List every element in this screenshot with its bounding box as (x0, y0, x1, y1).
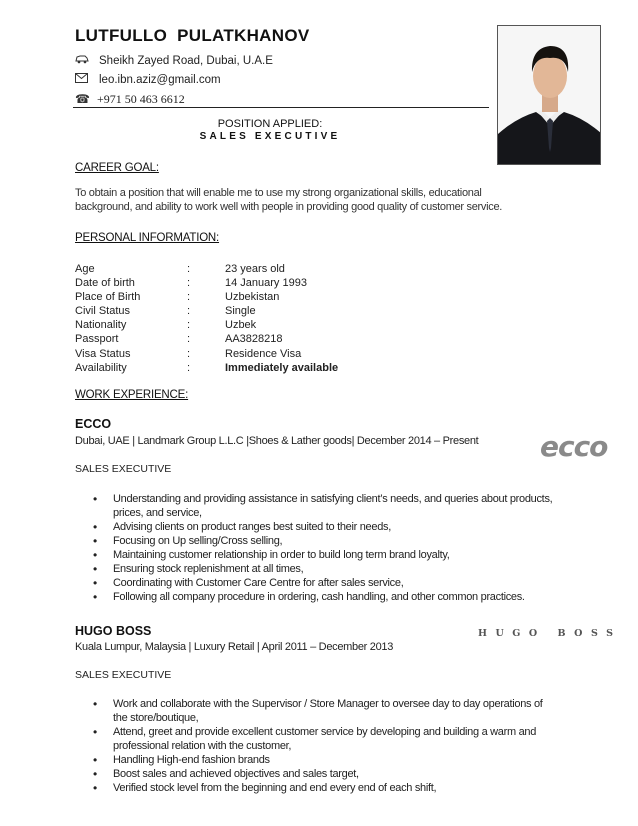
phone-text[interactable]: +971 50 463 6612 (97, 92, 185, 106)
position-label: POSITION APPLIED: (217, 118, 323, 130)
job-role: SALES EXECUTIVE (75, 669, 172, 681)
info-key: Passport (75, 333, 119, 346)
personal-info-heading: PERSONAL INFORMATION: (75, 232, 220, 244)
info-row (75, 318, 475, 332)
info-key: Place of Birth (75, 291, 141, 304)
info-sep: : (187, 277, 191, 290)
job-duties-list (93, 697, 573, 795)
job-role: SALES EXECUTIVE (75, 463, 172, 475)
info-sep: : (187, 305, 191, 318)
info-key: Age (75, 263, 95, 275)
info-key: Nationality (75, 319, 127, 332)
info-sep: : (187, 319, 191, 332)
info-value: Immediately available (225, 361, 339, 374)
company-name: ECCO (75, 417, 112, 431)
list-item: • Attend, greet and provide excellent customer service by developing and building a warm and (93, 725, 573, 739)
info-row (75, 332, 475, 346)
info-value: 14 January 1993 (225, 277, 307, 290)
info-row (75, 347, 475, 361)
info-key: Visa Status (75, 347, 131, 360)
info-value: Uzbek (225, 319, 257, 332)
list-item: • Work and collaborate with the Supervisor / Store Manager to oversee day to day operations of (93, 697, 573, 711)
applicant-name: LUTFULLO PULATKHANOV (75, 26, 310, 45)
address-text: Sheikh Zayed Road, Dubai, U.A.E (99, 55, 273, 67)
career-goal-heading: CAREER GOAL: (75, 162, 159, 174)
list-item: • Advising clients on product ranges best suited to their needs, (93, 520, 573, 534)
info-row (75, 276, 475, 290)
header-divider (73, 107, 489, 108)
list-item: • Verified stock level from the beginning and end every end of each shift, (93, 781, 573, 795)
info-value: Residence Visa (225, 347, 302, 360)
info-row (75, 262, 475, 276)
email-line (75, 72, 221, 86)
info-key: Date of birth (75, 277, 135, 290)
info-value: 23 years old (225, 263, 285, 275)
list-item-continuation: professional relation with the customer, (113, 740, 292, 752)
personal-info-table (75, 262, 475, 375)
email-text[interactable]: leo.ibn.aziz@gmail.com (99, 74, 221, 86)
list-item: • Focusing on Up selling/Cross selling, (93, 534, 573, 548)
list-item: • Maintaining customer relationship in order to build long term brand loyalty, (93, 548, 573, 562)
list-item: • Following all company procedure in ordering, cash handling, and other common practices. (93, 590, 573, 604)
car-icon (75, 53, 95, 67)
list-item: • Boost sales and achieved objectives and sales target, (93, 767, 573, 781)
list-item: • Understanding and providing assistance in satisfying client’s needs, and queries about products, (93, 492, 573, 506)
list-item-continuation: the store/boutique, (113, 712, 199, 724)
job-details: Kuala Lumpur, Malaysia | Luxury Retail | April 2011 – December 2013 (75, 641, 394, 653)
list-item: • Handling High-end fashion brands (93, 753, 573, 767)
company-name: HUGO BOSS (75, 624, 152, 638)
address-line (75, 53, 273, 67)
envelope-icon (75, 72, 95, 86)
job-duties-list (93, 492, 573, 604)
info-sep: : (187, 347, 191, 360)
ecco-logo: ecco (540, 430, 608, 463)
info-value: Single (225, 305, 256, 318)
hugo-boss-logo: HUGO BOSS (478, 628, 622, 639)
info-sep: : (187, 361, 191, 374)
list-item-continuation: prices, and service, (113, 507, 202, 519)
info-key: Availability (75, 361, 127, 374)
phone-line (75, 92, 185, 107)
career-goal-text (75, 186, 545, 214)
info-sep: : (187, 333, 191, 346)
career-goal-line: background, and ability to work well with people in providing good quality of customer service. (75, 201, 503, 213)
career-goal-line: To obtain a position that will enable me to use my strong organizational skills, educational (75, 187, 482, 199)
info-row (75, 304, 475, 318)
info-sep: : (187, 263, 191, 275)
position-title: SALES EXECUTIVE (199, 131, 341, 142)
applicant-photo (497, 25, 601, 165)
job-details: Dubai, UAE | Landmark Group L.L.C |Shoes & Lather goods| December 2014 – Present (75, 435, 479, 447)
list-item: • Ensuring stock replenishment at all times, (93, 562, 573, 576)
telephone-icon: ☎ (75, 92, 90, 106)
work-experience-heading: WORK EXPERIENCE: (75, 389, 189, 401)
info-key: Civil Status (75, 305, 131, 318)
info-row (75, 290, 475, 304)
info-value: Uzbekistan (225, 291, 280, 304)
info-row (75, 361, 475, 375)
info-value: AA3828218 (225, 333, 283, 346)
list-item: • Coordinating with Customer Care Centre for after sales service, (93, 576, 573, 590)
info-sep: : (187, 291, 191, 304)
